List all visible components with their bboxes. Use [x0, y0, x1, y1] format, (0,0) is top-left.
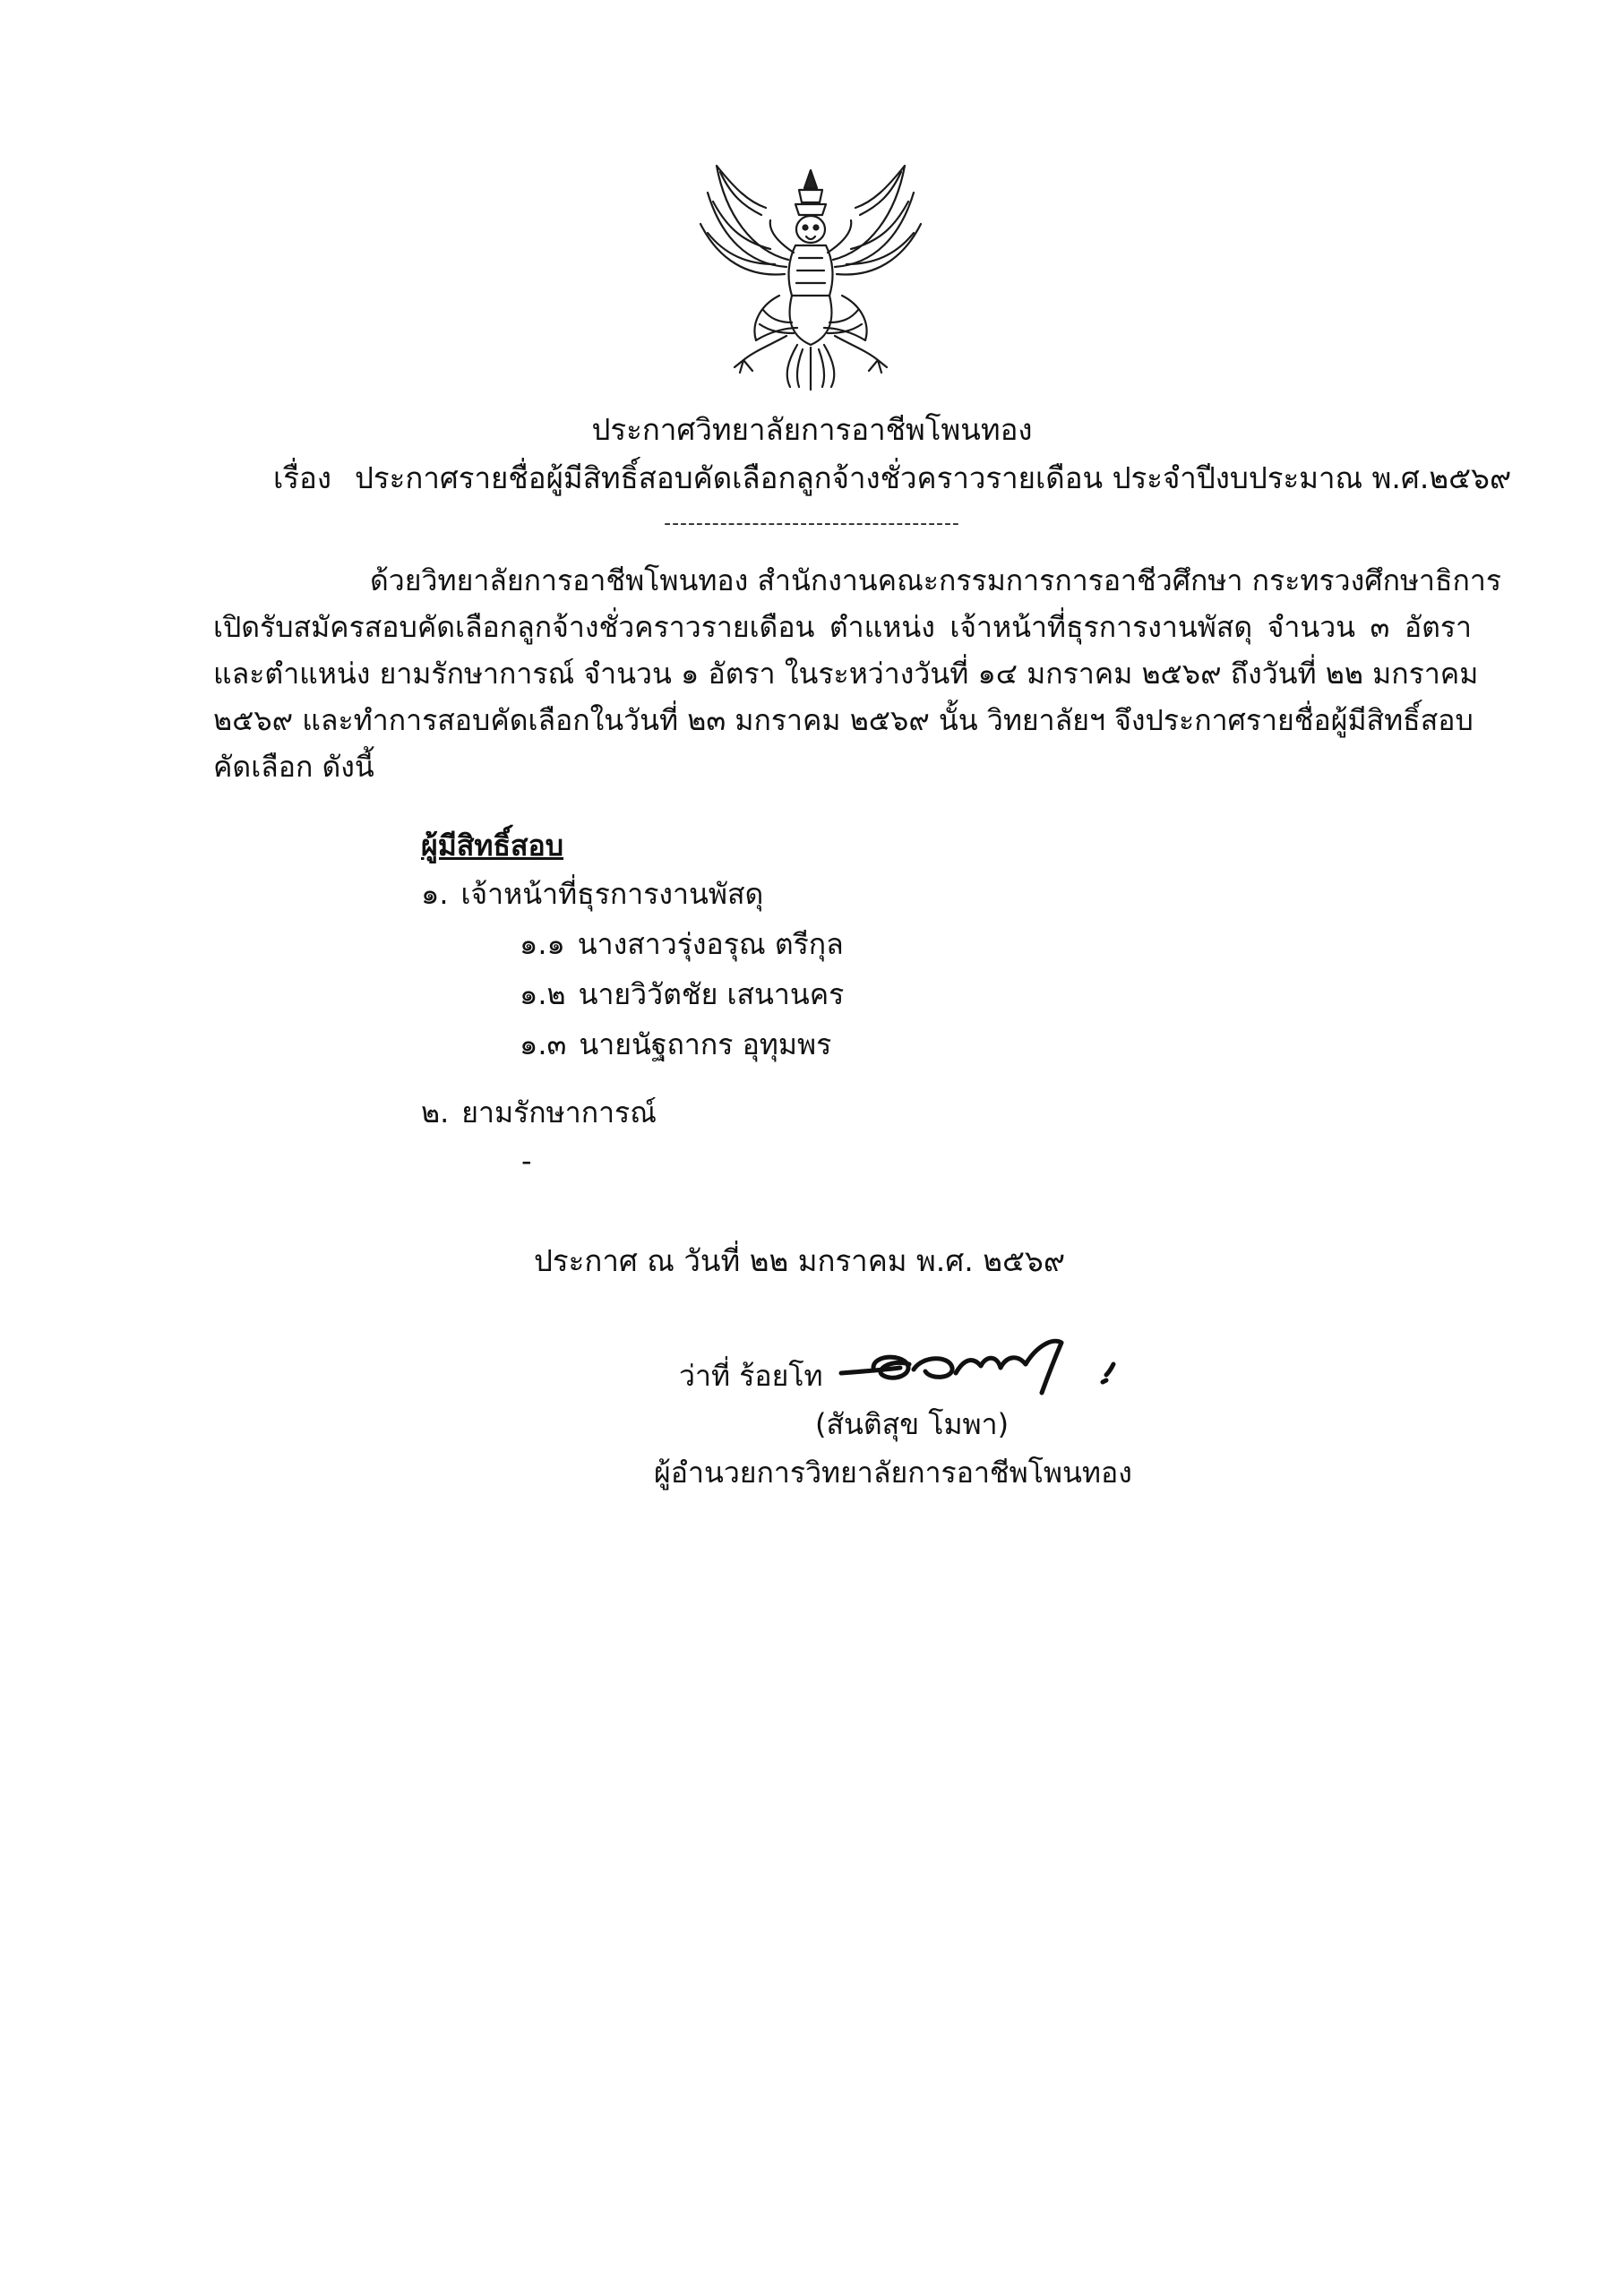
- paragraph-line: ด้วยวิทยาลัยการอาชีพโพนทอง สำนักงานคณะกรรมการการอาชีวศึกษา กระทรวงศึกษาธิการ: [370, 563, 1502, 597]
- candidate-name: -: [521, 1144, 532, 1178]
- paragraph-line: เปิดรับสมัครสอบคัดเลือกลูกจ้างชั่วคราวรายเดือน ตำแหน่ง เจ้าหน้าที่ธุรการงานพัสดุ จำนวน ๓ อัตรา: [213, 610, 1472, 644]
- candidate-number: ๑.๓: [520, 1027, 567, 1061]
- candidate-item: [520, 975, 844, 1014]
- candidate-item: [520, 924, 844, 964]
- paragraph-line: คัดเลือก ดังนี้: [213, 750, 374, 784]
- body-paragraph: [213, 557, 1502, 790]
- subject-line: [273, 459, 1511, 498]
- paragraph-line: ๒๕๖๙ และทำการสอบคัดเลือกในวันที่ ๒๓ มกราคม ๒๕๖๙ นั้น วิทยาลัยฯ จึงประกาศรายชื่อผู้มีสิทธิ์สอบ: [213, 703, 1474, 737]
- position-item: [421, 1093, 657, 1132]
- paragraph-line: และตำแหน่ง ยามรักษาการณ์ จำนวน ๑ อัตรา ในระหว่างวันที่ ๑๔ มกราคม ๒๕๖๙ ถึงวันที่ ๒๒ มกราคม: [213, 657, 1479, 691]
- garuda-emblem-icon: [681, 152, 941, 394]
- candidate-name: นายนัฐถากร อุทุมพร: [579, 1027, 832, 1061]
- candidate-name: นางสาวรุ่งอรุณ ตรีกุล: [577, 927, 844, 961]
- announcement-date: ประกาศ ณ วันที่ ๒๒ มกราคม พ.ศ. ๒๕๖๙: [533, 1243, 1066, 1278]
- handwritten-signature: [838, 1328, 1124, 1400]
- candidate-item: [521, 1141, 532, 1181]
- position-item: [421, 874, 763, 914]
- candidate-name: นายวิวัตชัย เสนานคร: [578, 977, 845, 1011]
- signer-name: (สันติสุข โมพา): [815, 1407, 1010, 1441]
- position-number: ๑.: [421, 877, 449, 911]
- signer-rank: ว่าที่ ร้อยโท: [679, 1359, 823, 1393]
- position-number: ๒.: [421, 1095, 450, 1129]
- announcement-title: ประกาศวิทยาลัยการอาชีพโพนทอง: [591, 412, 1033, 447]
- title-divider: -------------------------------------: [664, 512, 960, 535]
- candidate-number: ๑.๑: [520, 927, 565, 961]
- eligible-heading: ผู้มีสิทธิ์สอบ: [421, 829, 564, 863]
- subject-text: ประกาศรายชื่อผู้มีสิทธิ์สอบคัดเลือกลูกจ้างชั่วคราวรายเดือน ประจำปีงบประมาณ พ.ศ.๒๕๖๙: [354, 460, 1512, 495]
- subject-label: เรื่อง: [273, 460, 331, 495]
- position-title: ยามรักษาการณ์: [461, 1095, 657, 1129]
- candidate-item: [520, 1025, 831, 1064]
- position-title: เจ้าหน้าที่ธุรการงานพัสดุ: [460, 877, 764, 911]
- candidate-number: ๑.๒: [520, 977, 566, 1011]
- signer-position: ผู้อำนวยการวิทยาลัยการอาชีพโพนทอง: [654, 1456, 1132, 1490]
